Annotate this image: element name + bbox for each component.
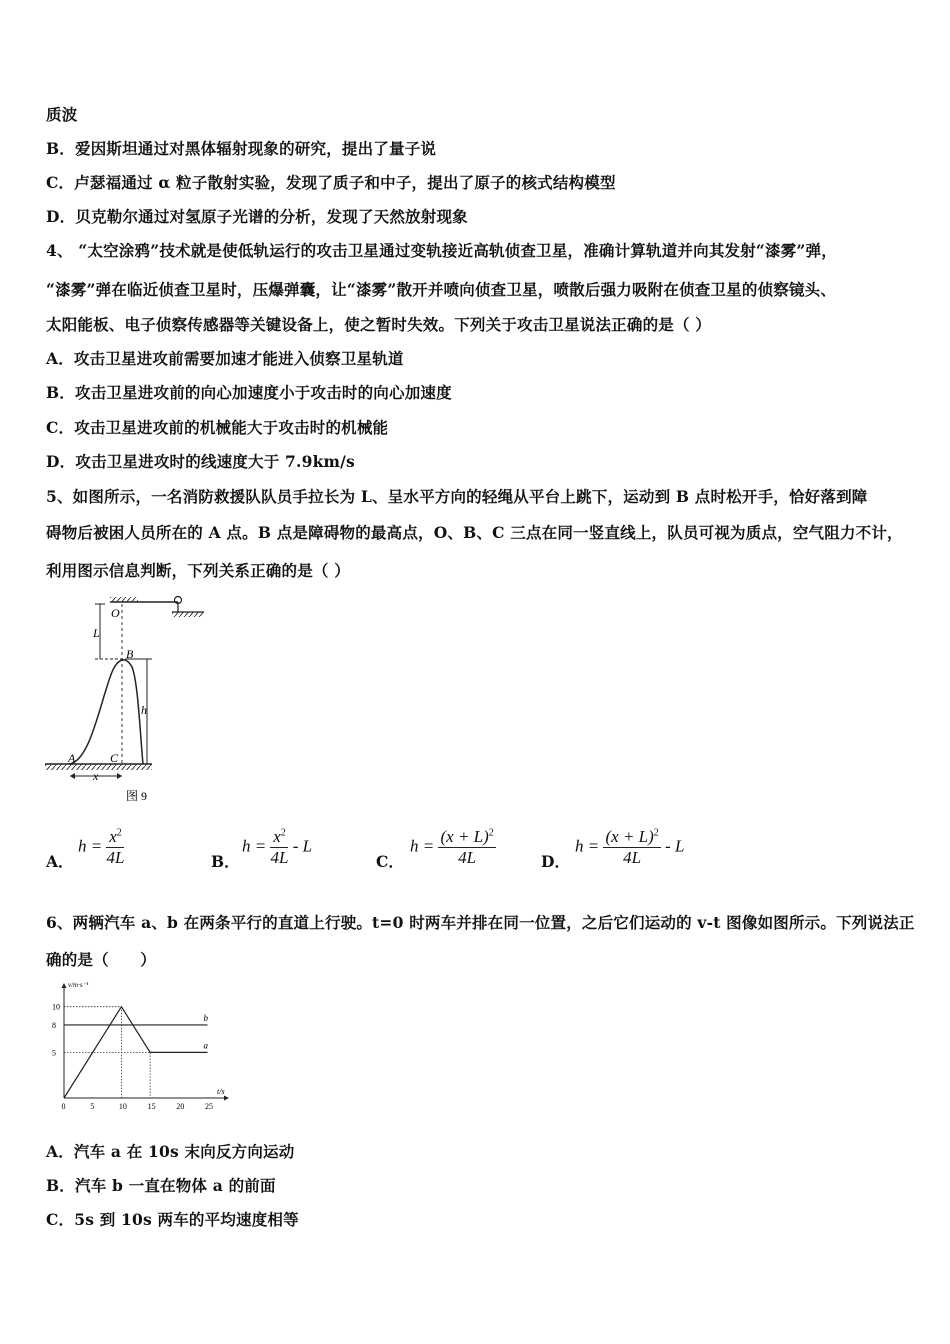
label-o: O <box>111 606 120 620</box>
x-tick-label: 5 <box>90 1102 95 1111</box>
vt-chart <box>44 978 234 1118</box>
exponent: 2 <box>488 827 494 839</box>
label-x: x <box>93 769 99 783</box>
q6-stem-line-1: 6、两辆汽车 a、b 在两条平行的直道上行驶。t=0 时两车并排在同一位置，之后它们运动的 v-t 图像如图所示。下列说法正 <box>46 913 915 932</box>
q3-option-b: B．爱因斯坦通过对黑体辐射现象的研究，提出了量子说 <box>46 139 437 158</box>
q4-stem-line-2: “漆雾”弹在临近侦查卫星时，压爆弹囊，让“漆雾”散开并喷向侦查卫星，喷散后强力吸附在侦查卫星的侦察镜头、 <box>46 280 837 299</box>
x-arrow-left <box>70 773 75 779</box>
label-h: h <box>141 703 147 717</box>
label-c: C <box>110 751 119 765</box>
q5-stem-line-1: 5、如图所示，一名消防救援队队员手拉长为 L、呈水平方向的轻绳从平台上跳下，运动到 B 点时松开手，恰好落到障 <box>46 487 868 506</box>
numerator-text: x <box>273 827 281 846</box>
q6-option-a: A．汽车 a 在 10s 末向反方向运动 <box>46 1142 295 1161</box>
h-equals: h = <box>242 836 267 856</box>
q4-option-c: C．攻击卫星进攻前的机械能大于攻击时的机械能 <box>46 418 389 437</box>
series-label-a: a <box>203 1040 209 1051</box>
x-tick-label: 0 <box>61 1102 66 1111</box>
rope-jump-figure <box>40 592 220 807</box>
denominator: 4L <box>623 848 642 867</box>
q4-stem-line-3: 太阳能板、电子侦察传感器等关键设备上，使之暂时失效。下列关于攻击卫星说法正确的是（ ） <box>46 315 711 334</box>
h-equals: h = <box>78 836 103 856</box>
minus-l: - L <box>665 836 685 856</box>
q5-stem-line-3: 利用图示信息判断，下列关系正确的是（ ） <box>46 561 350 580</box>
q5-option-b-letter: B． <box>211 852 240 871</box>
numerator-text: x <box>109 827 117 846</box>
q5-option-a-formula <box>78 827 124 868</box>
x-tick-label: 10 <box>118 1102 127 1111</box>
numerator <box>270 827 288 848</box>
exponent: 2 <box>116 827 122 839</box>
numerator-text: (x + L) <box>605 827 654 846</box>
q3-option-d: D．贝克勒尔通过对氢原子光谱的分析，发现了天然放射现象 <box>46 207 468 226</box>
figure-caption: 图 9 <box>126 789 148 803</box>
x-axis-arrow <box>224 1096 229 1101</box>
q4-option-b: B．攻击卫星进攻前的向心加速度小于攻击时的向心加速度 <box>46 383 452 402</box>
x-arrow-right <box>117 773 122 779</box>
exponent: 2 <box>280 827 286 839</box>
q4-option-d: D．攻击卫星进攻时的线速度大于 7.9km/s <box>46 452 355 471</box>
platform-hatch <box>172 612 204 617</box>
q5-option-d-letter: D． <box>541 852 570 871</box>
q5-option-a-letter: A． <box>46 852 74 871</box>
h-equals: h = <box>575 836 600 856</box>
x-tick-label: 25 <box>205 1102 214 1111</box>
numerator-text: (x + L) <box>440 827 489 846</box>
denominator: 4L <box>106 848 125 867</box>
exponent: 2 <box>653 827 659 839</box>
q6-stem-line-2: 确的是（ ） <box>46 950 156 969</box>
x-axis-label: t/s <box>217 1087 225 1096</box>
y-axis-arrow <box>62 983 67 988</box>
series-label-b: b <box>203 1012 209 1023</box>
numerator <box>438 827 495 848</box>
y-axis-label: v/m·s⁻¹ <box>68 981 89 989</box>
ground-hatch <box>45 764 152 770</box>
fraction <box>106 827 124 868</box>
denominator: 4L <box>458 848 477 867</box>
fraction <box>438 827 495 868</box>
y-tick-label: 8 <box>52 1020 56 1030</box>
numerator <box>603 827 660 848</box>
q5-option-c-letter: C． <box>376 852 404 871</box>
y-tick-label: 5 <box>52 1048 56 1058</box>
q4-stem-line-1: 4、 “太空涂鸦”技术就是使低轨运行的攻击卫星通过变轨接近高轨侦查卫星，准确计算轨道并向其发射“漆雾”弹， <box>46 241 837 260</box>
y-tick-label: 10 <box>52 1002 60 1012</box>
denominator: 4L <box>270 848 289 867</box>
label-a: A <box>68 751 76 765</box>
q5-option-d-formula <box>575 827 684 868</box>
minus-l: - L <box>292 836 313 856</box>
q6-option-b: B．汽车 b 一直在物体 a 的前面 <box>46 1176 276 1195</box>
q6-option-c: C．5s 到 10s 两车的平均速度相等 <box>46 1210 299 1229</box>
x-tick-label: 15 <box>147 1102 156 1111</box>
q5-option-c-formula <box>410 827 496 868</box>
h-equals: h = <box>410 836 435 856</box>
label-l: L <box>93 626 100 640</box>
q3-option-c: C．卢瑟福通过 α 粒子散射实验，发现了质子和中子，提出了原子的核式结构模型 <box>46 173 616 192</box>
q5-stem-line-2: 碍物后被困人员所在的 A 点。B 点是障碍物的最高点，O、B、C 三点在同一竖直线上，队员可视为质点，空气阻力不计， <box>46 523 903 542</box>
numerator <box>106 827 124 848</box>
fraction <box>270 827 288 868</box>
fraction <box>603 827 660 868</box>
q5-option-b-formula <box>242 827 312 868</box>
label-b: B <box>126 647 134 661</box>
obstacle-curve <box>68 660 143 764</box>
q4-option-a: A．攻击卫星进攻前需要加速才能进入侦察卫星轨道 <box>46 349 404 368</box>
x-tick-label: 20 <box>176 1102 185 1111</box>
q3-text-line: 质波 <box>46 105 78 124</box>
